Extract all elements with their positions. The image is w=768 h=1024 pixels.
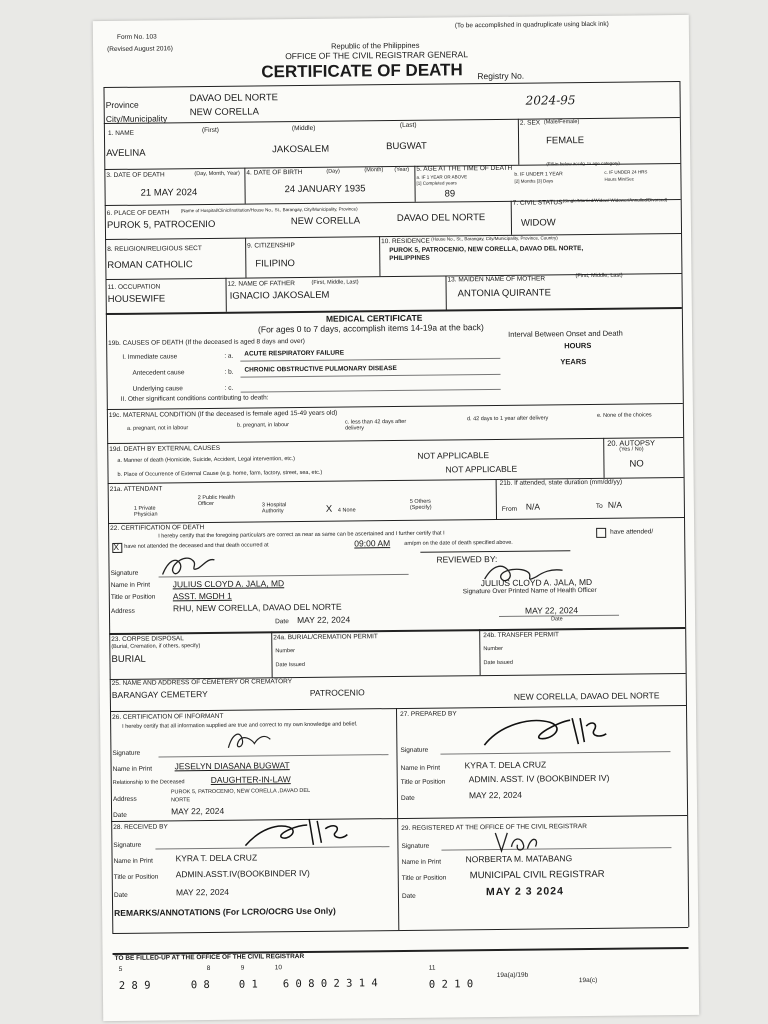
mother-hint: (First, Middle, Last) [575, 272, 623, 280]
reviewer-signature [478, 558, 568, 589]
underlying-cause-letter: : c. [224, 384, 234, 392]
footer-code-11: 0 2 1 0 [428, 978, 474, 991]
medical-certificate-subtitle: (For ages 0 to 7 days, accomplish items 14-19a at the back) [257, 322, 484, 335]
immediate-cause-label: I. Immediate cause [122, 353, 178, 361]
cemetery-barangay: PATROCENIO [309, 687, 365, 698]
burial-permit-number-label: Number [275, 648, 295, 655]
dob-day-caption: (Day) [326, 168, 340, 175]
receiver-signature [241, 815, 351, 856]
attendant-opt-none: 4 None [337, 507, 356, 514]
received-date-label: Date [113, 891, 128, 899]
cert-address-label: Address [110, 607, 135, 616]
maternal-condition-label: 19c. MATERNAL CONDITION (If the deceased is female aged 15-49 years old) [108, 409, 338, 420]
prepared-date-value: MAY 22, 2024 [468, 789, 523, 801]
civil-status-label: 7. CIVIL STATUS [512, 199, 563, 207]
autopsy-value: NO [629, 458, 644, 470]
preparer-signature [480, 714, 610, 757]
informant-name-label: Name in Print [112, 765, 153, 774]
reviewer-date: MAY 22, 2024 [524, 605, 579, 616]
autopsy-hint: (Yes / No) [619, 446, 644, 453]
civil-status-hint: (Single/Married/Widow/ Widower/Annulled/Divorced) [562, 197, 668, 204]
registered-signature-label: Signature [401, 842, 430, 850]
citizenship-value: FILIPINO [255, 258, 295, 270]
prepared-signature-label: Signature [400, 746, 429, 754]
received-title-value: ADMIN.ASST.IV(BOOKBINDER IV) [175, 867, 310, 880]
office-text: OFFICE OF THE CIVIL REGISTRAR GENERAL [285, 49, 468, 62]
cert-date-label: Date [275, 618, 289, 626]
sex-label: 2. SEX [519, 119, 541, 127]
registered-label: 29. REGISTERED AT THE OFFICE OF THE CIVIL REGISTRAR [401, 823, 587, 832]
manner-of-death-value: NOT APPLICABLE [417, 450, 490, 461]
first-name-value: AVELINA [106, 147, 146, 160]
external-causes-label: 19d. DEATH BY EXTERNAL CAUSES [109, 444, 221, 454]
citizenship-label: 9. CITIZENSHIP [247, 242, 295, 250]
cert-address-value: RHU, NEW CORELLA, DAVAO DEL NORTE [172, 601, 342, 614]
registered-title-value: MUNICIPAL CIVIL REGISTRAR [469, 868, 605, 882]
attendant-opt-hospital: 3 Hospital Authority [261, 502, 287, 514]
manner-of-death-label: a. Manner of death (Homicide, Suicide, Accident, Legal intervention, etc.) [117, 456, 296, 464]
city-label: City/Municipality [105, 113, 168, 125]
prepared-by-label: 27. PREPARED BY [400, 710, 457, 718]
residence-hint: (House No., St., Barangay, City/Municipality, Province, Country) [431, 235, 558, 242]
age-hint: (Fill-in below accdg. to age category) [546, 160, 620, 167]
date-of-birth-label: 4. DATE OF BIRTH [246, 168, 303, 177]
registered-date-label: Date [401, 892, 416, 900]
antecedent-cause-label: Antecedent cause [132, 369, 185, 377]
from-label: From [501, 505, 518, 513]
footer-tail-2: 19a(c) [578, 976, 598, 985]
reviewed-by-label: REVIEWED BY: [436, 553, 498, 565]
informant-address-line1: PUROK 5, PATROCENIO, NEW CORELLA ,DAVAO DEL [170, 787, 311, 796]
religion-value: ROMAN CATHOLIC [107, 259, 193, 272]
mother-value: ANTONIA QUIRANTE [457, 287, 551, 300]
place-of-death-city: NEW CORELLA [290, 215, 361, 228]
certification-text-3: am/pm on the date of death specified above. [404, 539, 513, 547]
place-external-cause-label: b. Place of Occurrence of External Cause (e.g. home, farm, factory, street, sea, etc.) [117, 469, 323, 478]
religion-label: 8. RELIGION/RELIGIOUS SECT [107, 245, 202, 254]
registry-label: Registry No. [477, 70, 525, 82]
death-certificate-page [93, 15, 699, 1021]
remarks-label: REMARKS/ANNOTATIONS (For LCRO/OCRG Use Only) [114, 905, 336, 918]
city-value: NEW CORELLA [189, 106, 259, 119]
attendant-opt-private: 1 Private Physician [133, 505, 158, 518]
footer-code-9: 0 1 [238, 978, 258, 991]
occupation-label: 11. OCCUPATION [107, 283, 161, 292]
age-sub-c: c. IF UNDER 24 HRS [604, 169, 648, 175]
revision-note: (Revised August 2016) [107, 45, 173, 54]
prepared-title-value: ADMIN. ASST. IV (BOOKBINDER IV) [468, 772, 610, 785]
cert-title-value: ASST. MGDH 1 [172, 590, 232, 602]
cert-name-value: JULIUS CLOYD A. JALA, MD [172, 578, 285, 590]
immediate-cause-letter: : a. [224, 352, 234, 360]
informant-date-label: Date [113, 811, 127, 819]
autopsy-label: 20. AUTOPSY [607, 438, 656, 448]
received-title-label: Title or Position [113, 873, 159, 881]
prepared-title-label: Title or Position [400, 778, 446, 786]
other-conditions-label: II. Other significant conditions contributing to death: [120, 394, 269, 403]
cemetery-label: 25. NAME AND ADDRESS OF CEMETERY OR CREMATORY [111, 678, 293, 688]
antecedent-cause-letter: : b. [224, 368, 234, 376]
cert-date-value: MAY 22, 2024 [297, 614, 351, 626]
registered-name-label: Name in Print [401, 858, 442, 866]
age-value: 89 [444, 188, 456, 200]
maternal-option-e: e. None of the choices [596, 412, 652, 419]
maternal-option-b: b. pregnant, in labour [236, 422, 290, 429]
interval-label: Interval Between Onset and Death [508, 328, 623, 339]
cemetery-city: NEW CORELLA, DAVAO DEL NORTE [513, 690, 660, 702]
death-time: 09:00 AM [354, 538, 391, 549]
footer-num-5: 5 [118, 965, 123, 973]
attendant-opt-others: 5 Others (Specify) [409, 498, 432, 511]
received-signature-label: Signature [113, 841, 142, 849]
informant-text: I hereby certify that all information supplied are true and correct to my own knowledge and belief. [122, 721, 358, 730]
maternal-option-a: a. pregnant, not in labour [127, 425, 189, 432]
footer-num-10: 10 [274, 964, 282, 972]
first-name-caption: (First) [201, 126, 219, 135]
residence-value-line2: PHILIPPINES [389, 254, 430, 263]
republic-text: Republic of the Philippines [331, 40, 420, 51]
age-sub-a2: [1] Completed years [416, 180, 457, 186]
prepared-name-label: Name in Print [400, 764, 441, 772]
age-label: 5. AGE AT THE TIME OF DEATH [416, 164, 513, 173]
date-of-death-hint: (Day, Month, Year) [194, 170, 240, 178]
date-of-birth-value: 24 JANUARY 1935 [284, 183, 366, 196]
from-value: N/A [525, 501, 541, 512]
informant-address-line2: NORTE [170, 797, 191, 804]
to-value: N/A [607, 499, 623, 510]
page-title: CERTIFICATE OF DEATH [261, 60, 463, 82]
transfer-permit-label: 24b. TRANSFER PERMIT [483, 631, 560, 640]
footer-num-9: 9 [240, 964, 245, 972]
received-date-value: MAY 22, 2024 [175, 886, 230, 898]
corpse-disposal-hint: (Burial, Cremation, if others, specify) [111, 643, 201, 651]
prepared-name-value: KYRA T. DELA CRUZ [464, 759, 547, 771]
middle-name-caption: (Middle) [291, 124, 316, 133]
reviewer-date-caption: Date [551, 616, 563, 623]
middle-name-value: JAKOSALEM [272, 143, 330, 156]
informant-address-label: Address [112, 795, 137, 804]
relationship-value: DAUGHTER-IN-LAW [210, 774, 291, 785]
registered-title-label: Title or Position [401, 874, 447, 882]
province-value: DAVAO DEL NORTE [189, 92, 278, 105]
underlying-cause-label: Underlying cause [132, 385, 183, 393]
cert-signature-label: Signature [110, 569, 139, 578]
civil-status-value: WIDOW [520, 217, 556, 229]
attendant-label: 21a. ATTENDANT [109, 485, 163, 494]
age-sub-b: b. IF UNDER 1 YEAR [514, 171, 563, 178]
registrar-signature [491, 825, 541, 858]
immediate-cause-value: ACUTE RESPIRATORY FAILURE [244, 349, 345, 358]
informant-signature [224, 725, 274, 756]
father-value: IGNACIO JAKOSALEM [229, 289, 330, 302]
received-by-label: 28. RECEIVED BY [113, 823, 168, 831]
certification-death-label: 22. CERTIFICATION OF DEATH [110, 524, 205, 533]
maternal-option-c: c. less than 42 days after delivery [344, 418, 407, 432]
certification-text-2: have not attended the deceased and that death occurred at [124, 542, 269, 550]
attendant-mark: X [325, 503, 333, 515]
corpse-disposal-label: 23. CORPSE DISPOSAL [111, 635, 184, 644]
antecedent-cause-value: CHRONIC OBSTRUCTIVE PULMONARY DISEASE [244, 365, 397, 374]
footer-num-8: 8 [206, 964, 211, 973]
registered-date-stamp: MAY 2 3 2024 [485, 885, 564, 899]
transfer-permit-number-label: Number [483, 645, 503, 653]
informant-label: 26. CERTIFICATION OF INFORMANT [112, 712, 224, 722]
last-name-value: BUGWAT [386, 140, 427, 153]
certification-text-1: I hereby certify that the foregoing particulars are correct as near as same can be ascertained and I further certify that I [158, 530, 445, 540]
age-sub-b2: [2] Months [3] Days [514, 178, 554, 184]
attendance-duration-label: 21b. If attended, state duration (mm/dd/yy) [499, 478, 623, 487]
cert-title-label: Title or Position [110, 593, 156, 602]
corpse-disposal-value: BURIAL [111, 653, 146, 666]
received-name-value: KYRA T. DELA CRUZ [175, 852, 258, 864]
maternal-option-d: d. 42 days to 1 year after delivery [466, 415, 549, 423]
received-name-label: Name in Print [113, 857, 153, 865]
to-label: To [595, 502, 603, 510]
dob-month-caption: (Month) [364, 167, 384, 174]
date-of-death-label: 3. DATE OF DEATH [106, 171, 165, 180]
not-attended-mark: X [113, 541, 120, 552]
mother-label: 13. MAIDEN NAME OF MOTHER [447, 275, 546, 284]
medical-certificate-title: MEDICAL CERTIFICATE [325, 312, 423, 324]
residence-value-line1: PUROK 5, PATROCENIO, NEW CORELLA, DAVAO DEL NORTE, [389, 245, 584, 255]
footer-tail-1: 19a(a)/19b [496, 971, 529, 979]
informant-date-value: MAY 22, 2024 [171, 805, 225, 817]
cemetery-name: BARANGAY CEMETERY [111, 689, 208, 701]
reviewer-caption: Signature Over Printed Name of Health Officer [462, 586, 597, 596]
reviewer-name: JULIUS CLOYD A. JALA, MD [480, 576, 593, 589]
place-of-death-province: DAVAO DEL NORTE [396, 212, 486, 224]
residence-label: 10. RESIDENCE [381, 237, 430, 246]
causes-of-death-label: 19b. CAUSES OF DEATH (If the deceased is aged 8 days and over) [108, 337, 305, 348]
registered-name-value: NORBERTA M. MATABANG [465, 853, 573, 865]
last-name-caption: (Last) [399, 121, 417, 129]
relationship-label: Relationship to the Deceased [112, 779, 185, 787]
place-of-death-hint: (Name of Hospital/Clinic/Institution/House No., St., Barangay, City/Municipality, Province) [180, 206, 358, 214]
footer-num-11: 11 [428, 964, 436, 972]
sex-hint: (Male/Female) [543, 119, 580, 126]
form-number: Form No. 103 [116, 33, 157, 41]
burial-permit-label: 24a. BURIAL/CREMATION PERMIT [273, 633, 378, 642]
age-sub-c2: Hours Min/Sec [604, 176, 635, 182]
informant-name-value: JESELYN DIASANA BUGWAT [174, 760, 290, 772]
immediate-interval: HOURS [564, 340, 592, 351]
place-of-death-label: 6. PLACE OF DEATH [106, 209, 170, 218]
date-of-death-value: 21 MAY 2024 [140, 187, 198, 199]
certification-text-1b: have attended/ [610, 528, 654, 536]
cert-name-label: Name in Print [110, 581, 151, 590]
antecedent-interval: YEARS [560, 357, 587, 367]
physician-signature [158, 550, 218, 583]
father-label: 12. NAME OF FATHER [227, 280, 295, 288]
footer-code-8: 0 8 [190, 978, 210, 992]
footer-code-10: 6 0 8 0 2 3 1 4 [282, 977, 378, 991]
transfer-permit-date-label: Date Issued [483, 659, 513, 667]
prepared-date-label: Date [400, 794, 415, 802]
footer-code-5: 2 8 9 [118, 979, 151, 992]
informant-signature-label: Signature [112, 749, 141, 758]
sex-value: FEMALE [546, 135, 585, 147]
footer-label: TO BE FILLED-UP AT THE OFFICE OF THE CIVIL REGISTRAR [114, 953, 305, 962]
place-external-cause-value: NOT APPLICABLE [445, 463, 518, 475]
burial-permit-date-label: Date Issued [275, 661, 305, 669]
name-label: 1. NAME [107, 129, 135, 138]
age-sub-a: a. IF 1 YEAR OR ABOVE [416, 174, 468, 180]
attended-checkbox [596, 528, 606, 538]
quadruplicate-note: (To be accomplished in quadruplicate using black ink) [454, 20, 609, 30]
registry-number: 2024-95 [525, 93, 576, 108]
dob-year-caption: (Year) [394, 166, 410, 174]
province-label: Province [105, 99, 139, 111]
occupation-value: HOUSEWIFE [107, 293, 166, 306]
place-of-death-barangay: PUROK 5, PATROCENIO [106, 218, 216, 232]
father-hint: (First, Middle, Last) [311, 279, 359, 286]
attendant-opt-public: 2 Public Health Officer [197, 494, 235, 507]
